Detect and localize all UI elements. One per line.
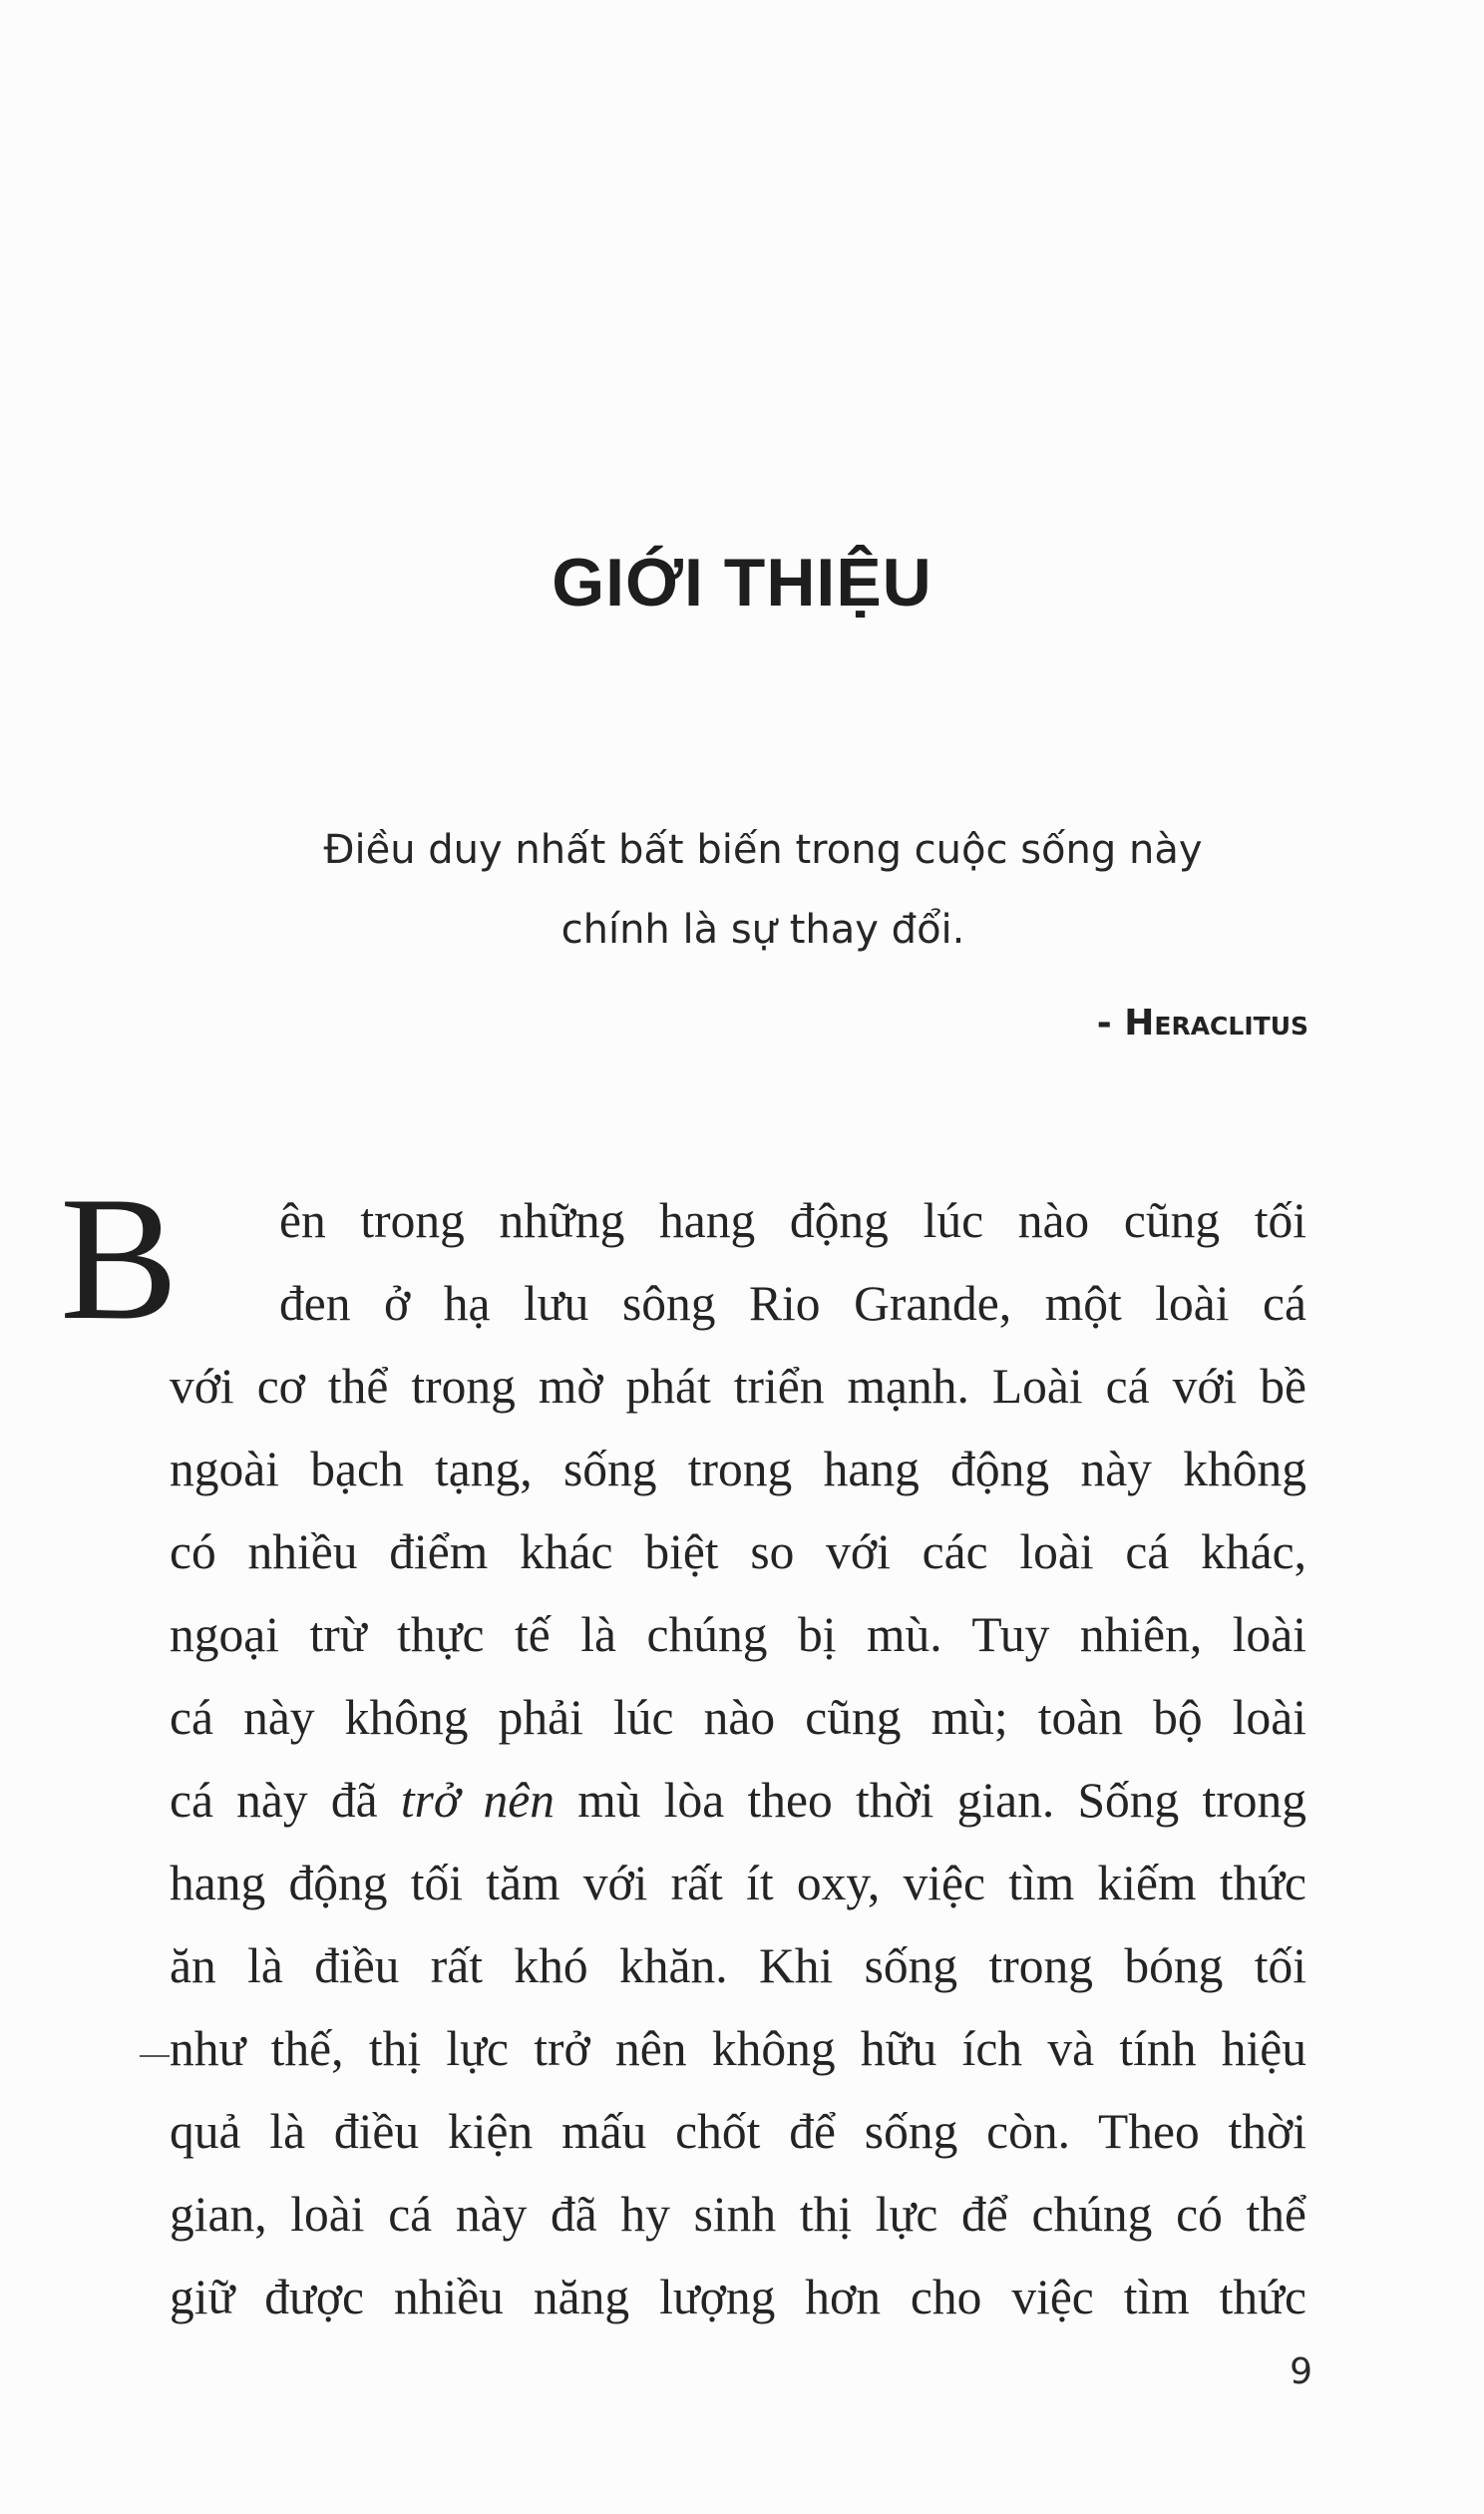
epigraph-line-1: Điều duy nhất bất biến trong cuộc sống này bbox=[323, 827, 1203, 873]
body-line-8-emphasis: trở nên bbox=[400, 1773, 556, 1828]
attribution-dash: - bbox=[1096, 1003, 1125, 1044]
body-line-10: ăn là điều rất khó khăn. Khi sống trong bóng tối bbox=[170, 1938, 1306, 1993]
body-line-3: với cơ thể trong mờ phát triển mạnh. Loài cá với bề bbox=[170, 1359, 1306, 1414]
body-line-8-end: mù lòa theo thời gian. Sống trong bbox=[555, 1773, 1306, 1828]
drop-cap: B bbox=[60, 1159, 179, 1357]
body-line-6: ngoại trừ thực tế là chúng bị mù. Tuy nhiên, loài bbox=[170, 1607, 1306, 1662]
body-line-5: có nhiều điểm khác biệt so với các loài cá khác, bbox=[170, 1524, 1306, 1579]
body-line-14: giữ được nhiều năng lượng hơn cho việc tìm thức bbox=[170, 2270, 1306, 2324]
body-line-7: cá này không phải lúc nào cũng mù; toàn bộ loài bbox=[170, 1690, 1306, 1745]
body-line-8 bbox=[170, 1759, 1306, 1842]
attribution-author: Heraclitus bbox=[1124, 1003, 1308, 1044]
body-line-2: đen ở hạ lưu sông Rio Grande, một loài cá bbox=[279, 1276, 1306, 1331]
body-line-9: hang động tối tăm với rất ít oxy, việc tìm kiếm thức bbox=[170, 1856, 1306, 1910]
page-number: 9 bbox=[1290, 2351, 1312, 2392]
bleed-through-header bbox=[1297, 110, 1304, 144]
body-line-11: như thế, thị lực trở nên không hữu ích và tính hiệu bbox=[170, 2021, 1306, 2076]
body-line-13: gian, loài cá này đã hy sinh thị lực để chúng có thể bbox=[170, 2187, 1306, 2242]
epigraph-line-2: chính là sự thay đổi. bbox=[560, 907, 965, 953]
body-line-1: ên trong những hang động lúc nào cũng tối bbox=[279, 1193, 1306, 1248]
body-paragraph bbox=[170, 1179, 1306, 2338]
body-line-8-start: cá này đã bbox=[170, 1773, 401, 1828]
margin-pencil-mark bbox=[140, 2055, 170, 2057]
body-line-4: ngoài bạch tạng, sống trong hang động này không bbox=[170, 1442, 1306, 1496]
chapter-title: GIỚI THIỆU bbox=[552, 545, 932, 621]
body-line-12: quả là điều kiện mấu chốt để sống còn. Theo thời bbox=[170, 2104, 1306, 2159]
epigraph-quote bbox=[259, 810, 1267, 970]
epigraph-attribution bbox=[1097, 1003, 1308, 1044]
